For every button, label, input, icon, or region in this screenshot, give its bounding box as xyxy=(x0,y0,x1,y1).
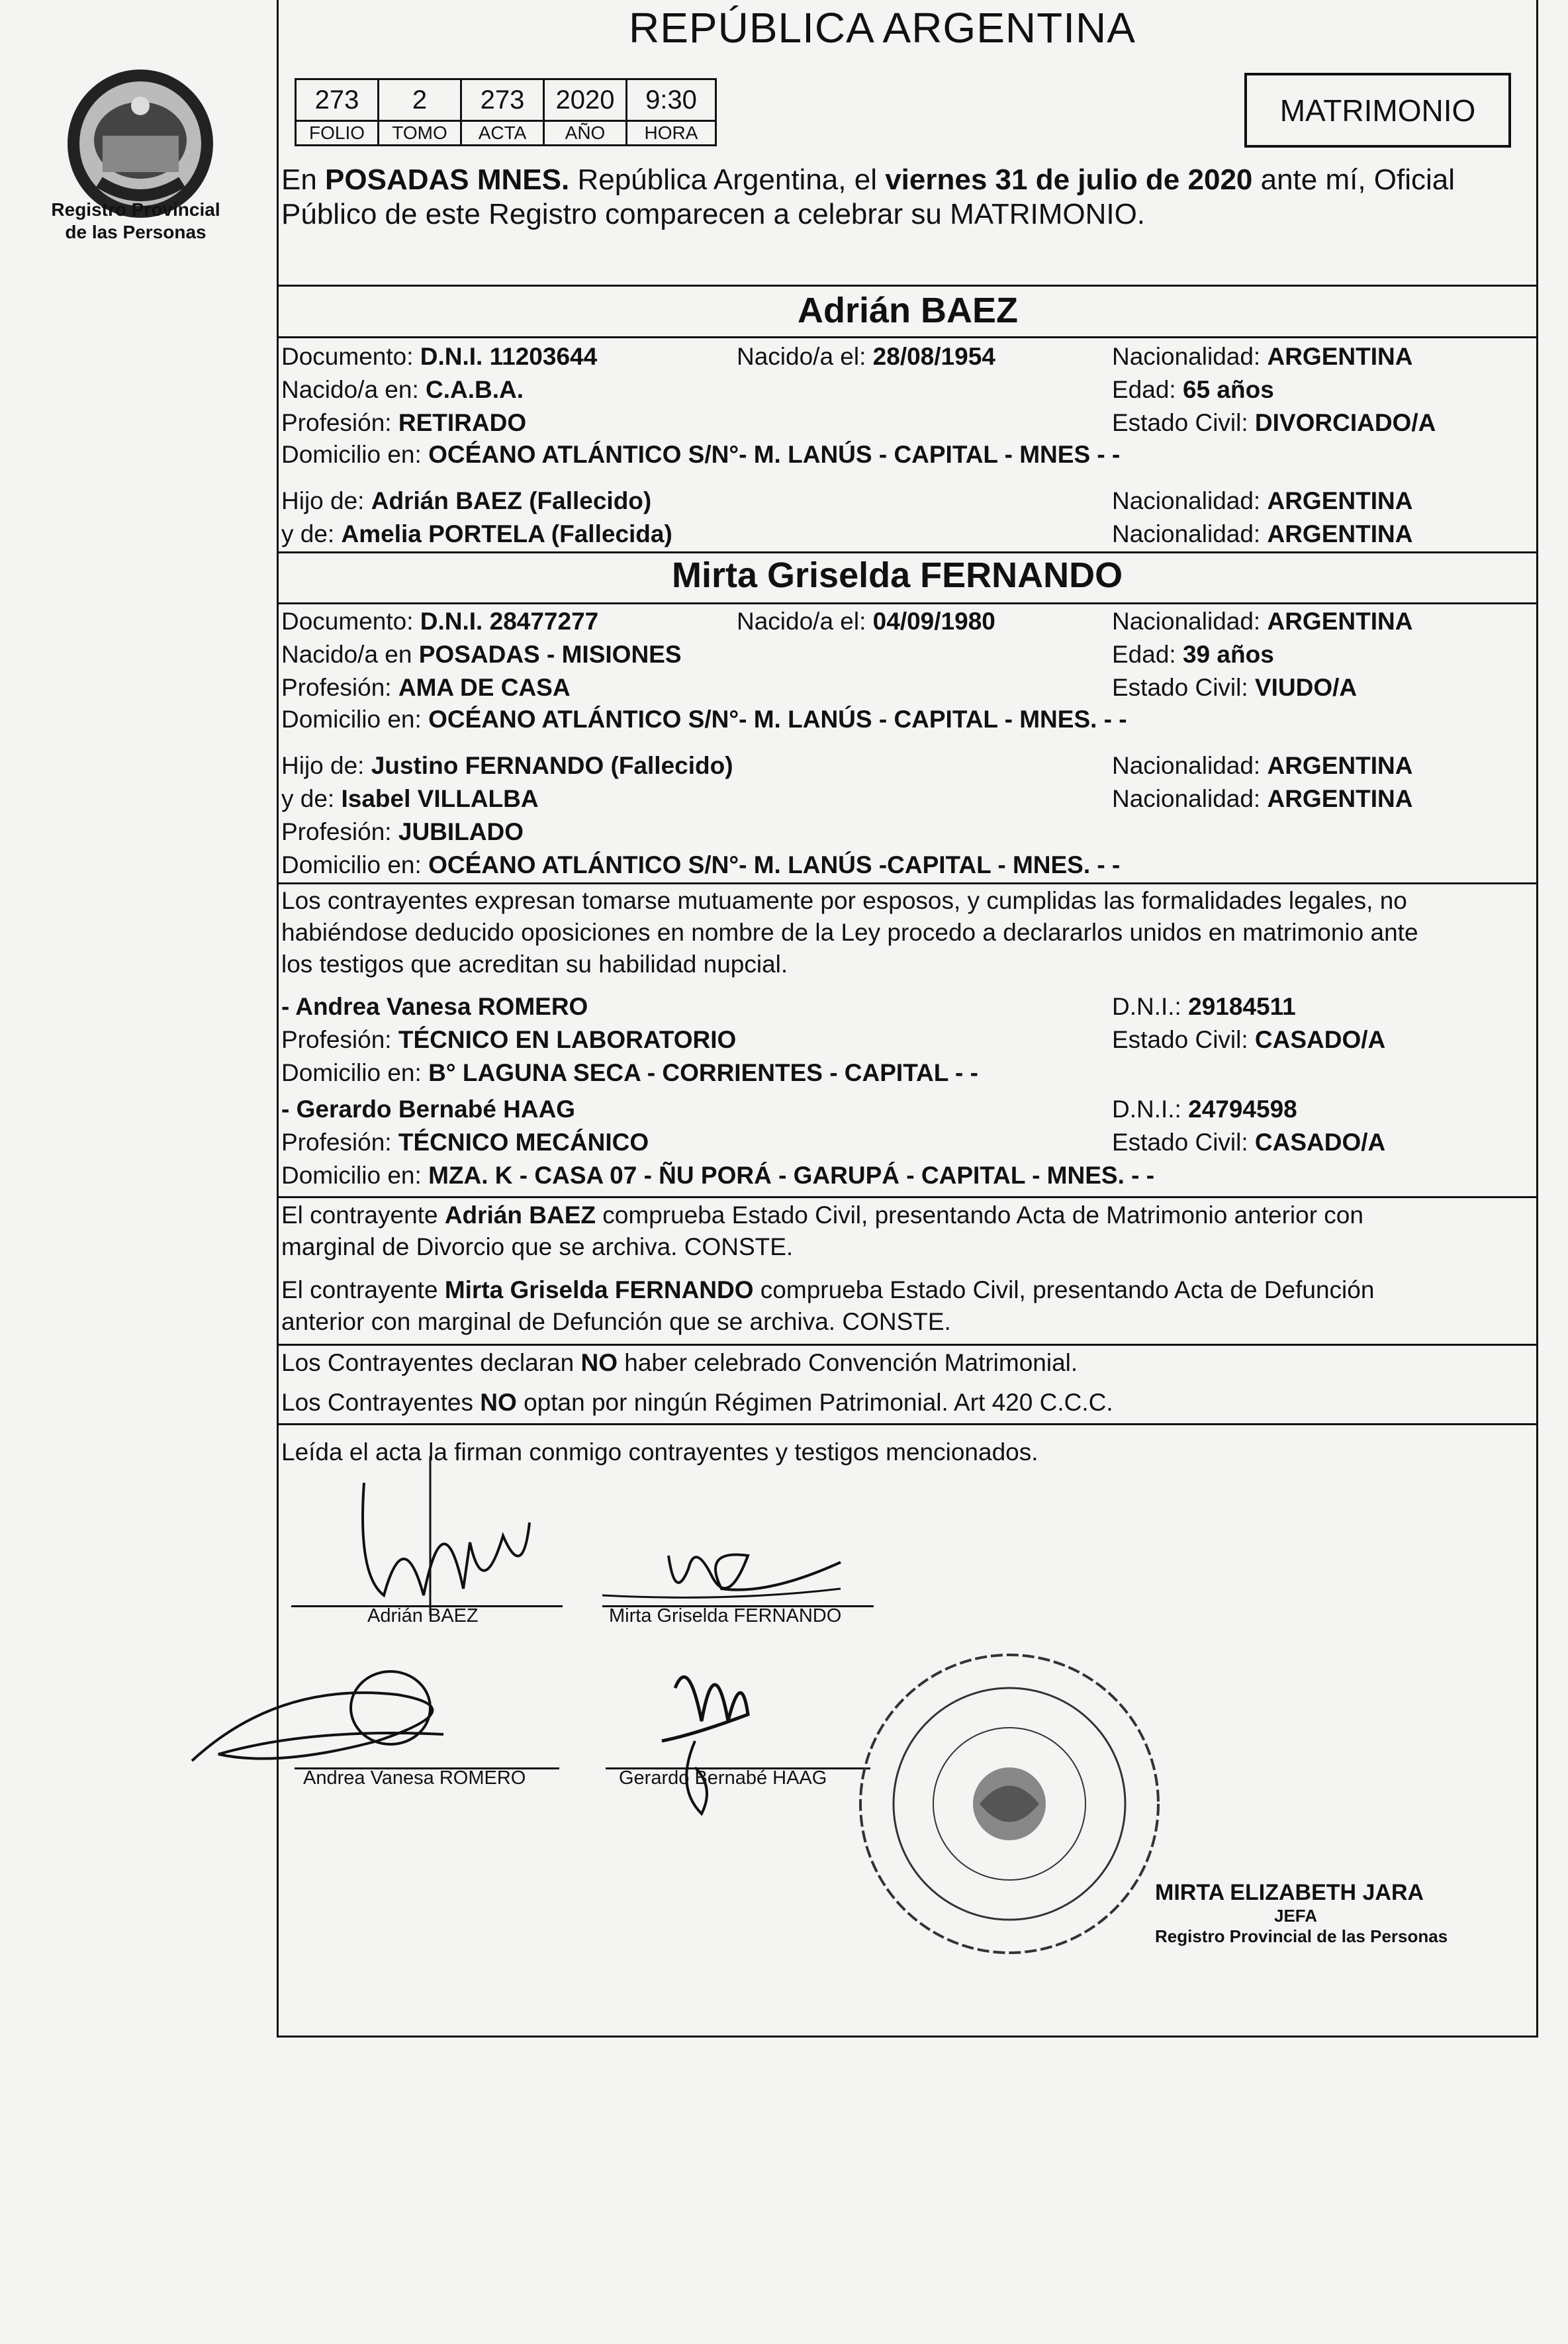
value: D.N.I. 11203644 xyxy=(420,343,598,370)
value: POSADAS - MISIONES xyxy=(418,641,682,668)
closing-statement: Leída el acta la firman conmigo contrayentes y testigos mencionados. xyxy=(281,1438,1038,1466)
spouse2-edad xyxy=(1112,639,1274,671)
text: El contrayente xyxy=(281,1201,445,1229)
spouse2-documento xyxy=(281,606,598,637)
anio-label: AÑO xyxy=(544,121,627,146)
regime-line2 xyxy=(281,1387,1113,1419)
regime-line1 xyxy=(281,1347,1078,1379)
label: Domicilio en: xyxy=(281,706,429,733)
divider xyxy=(277,285,1536,287)
witness2-dni xyxy=(1112,1094,1297,1125)
spouse2-nacido-en xyxy=(281,639,682,671)
intro-line2: Público de este Registro comparecen a celebrar su MATRIMONIO. xyxy=(281,198,1146,230)
spouse2-madre-profesion xyxy=(281,816,524,848)
label: Domicilio en: xyxy=(281,1162,429,1189)
spouse1-padre xyxy=(281,485,651,517)
label: Profesión: xyxy=(281,1129,398,1156)
witness2-name: - Gerardo Bernabé HAAG xyxy=(281,1096,576,1123)
spouse2-padre xyxy=(281,750,733,782)
divider xyxy=(277,1344,1536,1346)
tomo-value: 2 xyxy=(379,79,461,121)
registry-seal xyxy=(854,1648,1165,1959)
spouse2-madre-domicilio xyxy=(281,849,1120,881)
spouse2-nacionalidad xyxy=(1112,606,1412,637)
text: El contrayente xyxy=(281,1276,445,1303)
signature-caption-3: Andrea Vanesa ROMERO xyxy=(303,1767,526,1789)
label: Domicilio en: xyxy=(281,441,429,468)
intro-place: POSADAS MNES. xyxy=(325,164,570,196)
divider xyxy=(277,551,1536,553)
signature-caption-1: Adrián BAEZ xyxy=(367,1605,479,1626)
registry-caption xyxy=(20,199,252,244)
intro-p3: ante mí, Oficial xyxy=(1252,164,1455,196)
label: Nacionalidad: xyxy=(1112,752,1268,779)
value: RETIRADO xyxy=(398,409,527,436)
label: Nacido/a en: xyxy=(281,376,426,403)
spouse1-nacido-en xyxy=(281,374,524,406)
label: Domicilio en: xyxy=(281,1059,429,1086)
value: 24794598 xyxy=(1188,1096,1297,1123)
hora-label: HORA xyxy=(627,121,716,146)
intro-p1: En xyxy=(281,164,326,196)
witness1-profesion xyxy=(281,1024,736,1056)
value: 28/08/1954 xyxy=(872,343,995,370)
anio-value: 2020 xyxy=(544,79,627,121)
note1-line2: marginal de Divorcio que se archiva. CONSTE. xyxy=(281,1233,794,1260)
declaration-line3: los testigos que acreditan su habilidad nupcial. xyxy=(281,951,788,978)
witness2-domicilio xyxy=(281,1160,1154,1192)
folio-value: 273 xyxy=(296,79,379,121)
signature-caption-2: Mirta Griselda FERNANDO xyxy=(609,1605,842,1626)
text: Los Contrayentes declaran xyxy=(281,1349,581,1376)
label: Profesión: xyxy=(281,409,398,436)
value: DIVORCIADO/A xyxy=(1254,409,1436,436)
signature-andrea-romero xyxy=(179,1655,576,1781)
value: ARGENTINA xyxy=(1267,752,1413,779)
label: Profesión: xyxy=(281,818,398,845)
label: Profesión: xyxy=(281,1026,398,1053)
spouse1-nacionalidad xyxy=(1112,341,1412,373)
act-reference-table xyxy=(295,78,717,146)
label: Estado Civil: xyxy=(1112,1026,1255,1053)
name: Adrián BAEZ xyxy=(444,1201,596,1229)
label: Nacido/a el: xyxy=(737,608,873,635)
label: Domicilio en: xyxy=(281,851,429,878)
value: OCÉANO ATLÁNTICO S/N°- M. LANÚS - CAPITAL - MNES. - - xyxy=(428,706,1127,733)
label: Nacido/a el: xyxy=(737,343,873,370)
value: CASADO/A xyxy=(1254,1129,1386,1156)
spouse1-nacido-el xyxy=(737,341,995,373)
spouse2-nacido-el xyxy=(737,606,995,637)
value: TÉCNICO EN LABORATORIO xyxy=(398,1026,737,1053)
witness1-domicilio xyxy=(281,1057,978,1089)
spouse2-domicilio xyxy=(281,704,1127,735)
official-stamp xyxy=(1155,1880,1448,1947)
spouse2-padre-nacionalidad xyxy=(1112,750,1412,782)
spouse1-documento xyxy=(281,341,597,373)
label: Documento: xyxy=(281,608,420,635)
signature-gerardo-haag xyxy=(635,1642,794,1840)
value: 04/09/1980 xyxy=(872,608,995,635)
spouse2-madre-nacionalidad xyxy=(1112,783,1412,815)
label: Estado Civil: xyxy=(1112,1129,1255,1156)
spouse2-estado-civil xyxy=(1112,672,1357,704)
value: ARGENTINA xyxy=(1267,343,1413,370)
note2-line2: anterior con marginal de Defunción que se archiva. CONSTE. xyxy=(281,1308,951,1335)
declaration-line2: habiéndose deducido oposiciones en nombre de la Ley procedo a declararlos unidos en matrimonio ante xyxy=(281,919,1418,946)
declaration-line1: Los contrayentes expresan tomarse mutuamente por esposos, y cumplidas las formalidades legales, no xyxy=(281,887,1407,914)
divider xyxy=(277,336,1536,338)
value: 65 años xyxy=(1182,376,1274,403)
witness2-profesion xyxy=(281,1127,649,1158)
no: NO xyxy=(580,1349,618,1376)
spouse1-profesion xyxy=(281,407,526,439)
value: C.A.B.A. xyxy=(426,376,524,403)
spouse1-madre xyxy=(281,518,672,550)
spouse1-name: Adrián BAEZ xyxy=(798,291,1019,330)
label: Hijo de: xyxy=(281,487,371,514)
label: Nacionalidad: xyxy=(1112,520,1268,547)
label: Nacido/a en xyxy=(281,641,419,668)
divider xyxy=(277,1423,1536,1425)
stamp-name: MIRTA ELIZABETH JARA xyxy=(1155,1880,1424,1905)
label: Documento: xyxy=(281,343,420,370)
value: ARGENTINA xyxy=(1267,785,1413,812)
label: Hijo de: xyxy=(281,752,371,779)
value: CASADO/A xyxy=(1254,1026,1386,1053)
spouse2-profesion xyxy=(281,672,571,704)
stamp-office: Registro Provincial de las Personas xyxy=(1155,1926,1448,1946)
intro-date: viernes 31 de julio de 2020 xyxy=(885,164,1253,196)
signature-mirta-fernando xyxy=(596,1529,847,1609)
label: Estado Civil: xyxy=(1112,409,1255,436)
text: Los Contrayentes xyxy=(281,1389,481,1416)
tomo-label: TOMO xyxy=(379,121,461,146)
label: Edad: xyxy=(1112,376,1183,403)
registry-caption-line2: de las Personas xyxy=(65,222,207,242)
label: Edad: xyxy=(1112,641,1183,668)
value: D.N.I. 28477277 xyxy=(420,608,599,635)
label: Nacionalidad: xyxy=(1112,487,1268,514)
value: Justino FERNANDO (Fallecido) xyxy=(371,752,733,779)
spouse2-madre xyxy=(281,783,539,815)
spouse2-name: Mirta Griselda FERNANDO xyxy=(672,555,1123,595)
value: 39 años xyxy=(1182,641,1274,668)
page-title: REPÚBLICA ARGENTINA xyxy=(629,4,1136,52)
acta-label: ACTA xyxy=(461,121,544,146)
registry-caption-line1: Registro Provincial xyxy=(51,199,220,220)
label: Nacionalidad: xyxy=(1112,608,1268,635)
value: VIUDO/A xyxy=(1254,674,1358,701)
value: Isabel VILLALBA xyxy=(341,785,539,812)
value: ARGENTINA xyxy=(1267,487,1413,514)
value: TÉCNICO MECÁNICO xyxy=(398,1129,649,1156)
divider xyxy=(277,882,1536,884)
label: y de: xyxy=(281,785,342,812)
spouse1-padre-nacionalidad xyxy=(1112,485,1412,517)
value: 29184511 xyxy=(1188,993,1296,1020)
witness2-estado-civil xyxy=(1112,1127,1385,1158)
divider xyxy=(277,602,1536,604)
divider xyxy=(277,1196,1536,1198)
acta-value: 273 xyxy=(461,79,544,121)
spouse1-domicilio xyxy=(281,439,1120,471)
spouse1-estado-civil xyxy=(1112,407,1436,439)
value: JUBILADO xyxy=(398,818,524,845)
value: OCÉANO ATLÁNTICO S/N°- M. LANÚS - CAPITAL - MNES - - xyxy=(428,441,1121,468)
label: D.N.I.: xyxy=(1112,993,1189,1020)
label: Profesión: xyxy=(281,674,398,701)
hora-value: 9:30 xyxy=(627,79,716,121)
text: comprueba Estado Civil, presentando Acta de Matrimonio anterior con xyxy=(596,1201,1363,1229)
value: Amelia PORTELA (Fallecida) xyxy=(341,520,672,547)
value: MZA. K - CASA 07 - ÑU PORÁ - GARUPÁ - CAPITAL - MNES. - - xyxy=(428,1162,1155,1189)
witness1-name: - Andrea Vanesa ROMERO xyxy=(281,993,588,1020)
label: Nacionalidad: xyxy=(1112,785,1268,812)
signature-adrian-baez xyxy=(331,1443,543,1615)
folio-label: FOLIO xyxy=(296,121,379,146)
witness1-estado-civil xyxy=(1112,1024,1385,1056)
value: ARGENTINA xyxy=(1267,520,1413,547)
text: haber celebrado Convención Matrimonial. xyxy=(618,1349,1078,1376)
label: Estado Civil: xyxy=(1112,674,1255,701)
spouse1-edad xyxy=(1112,374,1274,406)
text: optan por ningún Régimen Patrimonial. Art 420 C.C.C. xyxy=(516,1389,1113,1416)
act-type-box: MATRIMONIO xyxy=(1244,73,1511,148)
value: ARGENTINA xyxy=(1267,608,1413,635)
value: B° LAGUNA SECA - CORRIENTES - CAPITAL - - xyxy=(428,1059,978,1086)
stamp-role: JEFA xyxy=(1274,1906,1318,1926)
value: Adrián BAEZ (Fallecido) xyxy=(371,487,652,514)
witness1-dni xyxy=(1112,991,1296,1023)
note2-line1 xyxy=(281,1274,1374,1306)
label: y de: xyxy=(281,520,342,547)
text: comprueba Estado Civil, presentando Acta de Defunción xyxy=(753,1276,1375,1303)
value: OCÉANO ATLÁNTICO S/N°- M. LANÚS -CAPITAL - MNES. - - xyxy=(428,851,1121,878)
no: NO xyxy=(480,1389,517,1416)
label: Nacionalidad: xyxy=(1112,343,1268,370)
intro-line1 xyxy=(281,164,1455,196)
value: AMA DE CASA xyxy=(398,674,571,701)
intro-p2: República Argentina, el xyxy=(569,164,886,196)
name: Mirta Griselda FERNANDO xyxy=(444,1276,754,1303)
spouse1-madre-nacionalidad xyxy=(1112,518,1412,550)
note1-line1 xyxy=(281,1199,1363,1231)
signature-caption-4: Gerardo Bernabé HAAG xyxy=(619,1767,827,1789)
label: D.N.I.: xyxy=(1112,1096,1189,1123)
